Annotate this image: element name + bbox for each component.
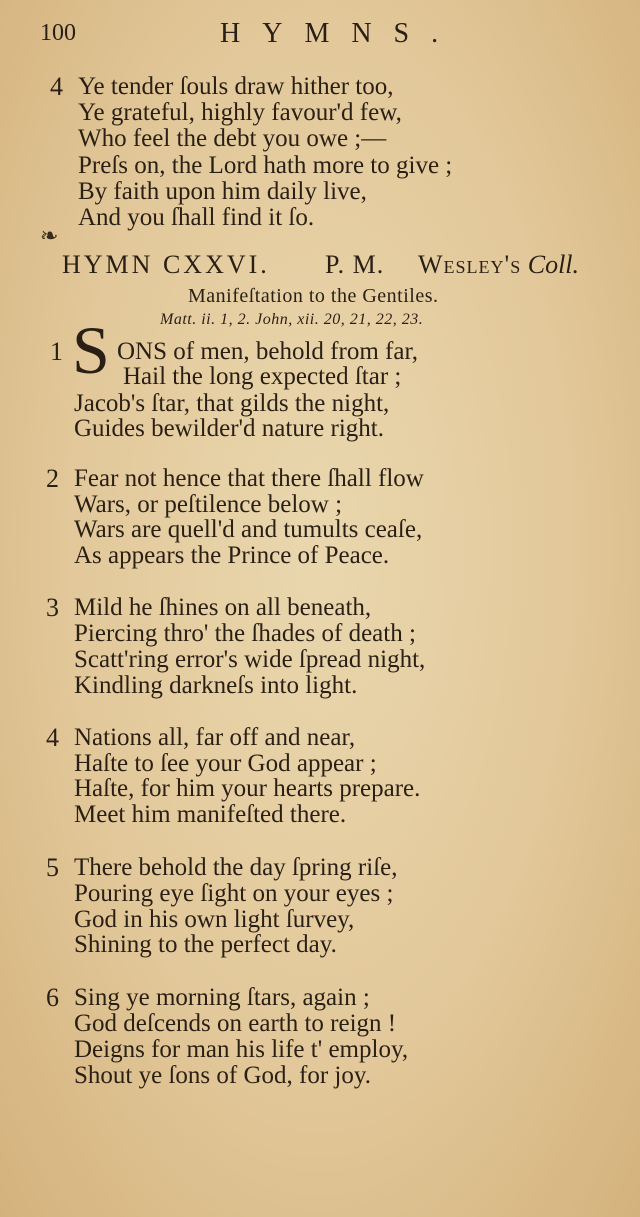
stanza-line: Guides bewilder'd nature right.: [74, 415, 384, 442]
stanza-number: 3: [46, 593, 59, 622]
stanza-line: ONS of men, behold from far,: [117, 338, 419, 365]
running-title: HYMNS.: [220, 18, 461, 49]
prev-stanza-line: Ye grateful, highly favour'd few,: [78, 99, 402, 126]
stanza-line: There behold the day ſpring riſe,: [74, 854, 398, 881]
prev-stanza-number: 4: [50, 72, 63, 101]
stanza-line: Meet him manifeſted there.: [74, 801, 347, 828]
prev-stanza-line: And you ſhall find it ſo.: [78, 204, 315, 231]
stanza-line: Jacob's ſtar, that gilds the night,: [74, 390, 390, 417]
prev-stanza-line: Ye tender ſouls draw hither too,: [78, 73, 394, 100]
stanza-line: Wars are quell'd and tumults ceaſe,: [74, 516, 423, 543]
stanza-number: 4: [46, 723, 59, 752]
stanza-line: Wars, or peſtilence below ;: [74, 491, 343, 518]
hymn-source: [418, 250, 579, 280]
stanza-line: Scatt'ring error's wide ſpread night,: [74, 646, 426, 673]
ornament-icon: ❧: [40, 223, 59, 248]
stanza-line: Hail the long expected ſtar ;: [123, 363, 402, 390]
drop-cap: S: [72, 312, 110, 388]
stanza-line: God deſcends on earth to reign !: [74, 1010, 397, 1037]
hymn-subtitle: Manifeſtation to the Gentiles.: [188, 285, 439, 307]
prev-stanza-line: By faith upon him daily live,: [78, 178, 367, 205]
stanza-number: 2: [46, 464, 59, 493]
stanza-line: Nations all, far off and near,: [74, 724, 356, 751]
stanza-number: 5: [46, 853, 59, 882]
stanza-line: Haſte to ſee your God appear ;: [74, 750, 377, 777]
stanza-number: 6: [46, 983, 59, 1012]
hymn-meter: P. M.: [325, 250, 385, 279]
stanza-line: Fear not hence that there ſhall flow: [74, 465, 424, 492]
stanza-line: Kindling darkneſs into light.: [74, 672, 358, 699]
stanza-line: As appears the Prince of Peace.: [74, 542, 390, 569]
stanza-number: 1: [50, 337, 63, 366]
prev-stanza-line: Who feel the debt you owe ;—: [78, 125, 387, 152]
hymn-source-name: Wesley's: [418, 250, 522, 279]
stanza-line: Piercing thro' the ſhades of death ;: [74, 620, 416, 647]
stanza-line: Sing ye morning ſtars, again ;: [74, 984, 370, 1011]
stanza-line: Deigns for man his life t' employ,: [74, 1036, 409, 1063]
stanza-line: Mild he ſhines on all beneath,: [74, 594, 372, 621]
stanza-line: Pouring eye ſight on your eyes ;: [74, 880, 394, 907]
stanza-line: Shout ye ſons of God, for joy.: [74, 1062, 371, 1089]
prev-stanza-line: Preſs on, the Lord hath more to give ;: [78, 152, 453, 179]
stanza-line: Haſte, for him your hearts prepare.: [74, 775, 421, 802]
hymn-source-abbr: Coll.: [527, 250, 580, 279]
stanza-line: God in his own light ſurvey,: [74, 906, 355, 933]
scripture-reference: Matt. ii. 1, 2. John, xii. 20, 21, 22, 23.: [160, 311, 424, 328]
page-number: 100: [40, 20, 76, 46]
stanza-line: Shining to the perfect day.: [74, 931, 337, 958]
hymn-title: HYMN CXXVI.: [62, 250, 270, 279]
